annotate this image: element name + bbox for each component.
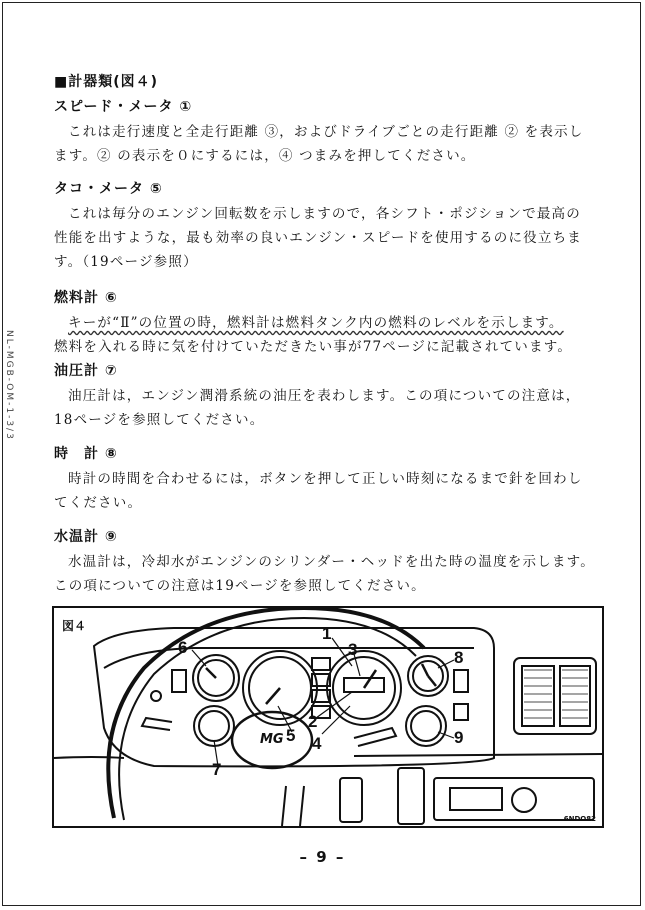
side-margin-mark: NL-MGB-OM-1-3/3 xyxy=(4,330,14,441)
callout-6: 6 xyxy=(178,638,188,657)
clock-line-2: てください。 xyxy=(54,495,143,511)
callout-1: 1 xyxy=(322,624,332,643)
speedometer-line-2: ます。② の表示を０にするには，④ つまみを押してください。 xyxy=(54,148,476,164)
speedometer-line-1: これは走行速度と全走行距離 ③，およびドライブごとの走行距離 ② を表示し xyxy=(68,124,584,140)
clock-line-1: 時計の時間を合わせるには，ボタンを押して正しい時刻になるまで針を回わし xyxy=(68,471,583,487)
heading-oil-pressure: 油圧計 ⑦ xyxy=(54,363,118,379)
section-title: ■計器類(図４) xyxy=(54,74,159,90)
oil-pressure-line-1: 油圧計は，エンジン潤滑系統の油圧を表わします。この項についての注意は， xyxy=(68,388,581,404)
steering-hub-badge: MG xyxy=(260,732,284,747)
callout-4: 4 xyxy=(312,734,322,753)
heading-tachometer: タコ・メータ ⑤ xyxy=(54,181,163,197)
figure-label: 図４ xyxy=(62,619,87,633)
water-temp-line-2: この項についての注意は19ページを参照してください。 xyxy=(54,578,426,594)
fuel-gauge-line-1-text: キーが“Ⅱ”の位置の時，燃料計は燃料タンク内の燃料のレベルを示します。 xyxy=(68,315,564,331)
callout-7: 7 xyxy=(212,760,222,779)
callout-8: 8 xyxy=(454,648,464,667)
tachometer-line-2: 性能を出すような，最も効率の良いエンジン・スピードを使用するのに役立ちま xyxy=(54,230,582,246)
figure-code: 6NDO82 xyxy=(563,815,596,823)
fuel-gauge-line-2: 燃料を入れる時に気を付けていただきたい事が77ページに記載されています。 xyxy=(54,339,573,355)
page-number: – 9 – xyxy=(299,848,346,866)
figure-dashboard xyxy=(52,606,604,828)
heading-speedometer: スピード・メータ ① xyxy=(54,99,193,115)
tachometer-line-1: これは毎分のエンジン回転数を示しますので，各シフト・ポジションで最高の xyxy=(68,206,581,222)
oil-pressure-line-2: 18ページを参照してください。 xyxy=(54,412,265,428)
heading-fuel-gauge: 燃料計 ⑥ xyxy=(54,290,118,306)
heading-water-temp: 水温計 ⑨ xyxy=(54,529,118,545)
callout-5: 5 xyxy=(286,726,296,745)
water-temp-line-1: 水温計は，冷却水がエンジンのシリンダー・ヘッドを出た時の温度を示します。 xyxy=(68,554,595,570)
tachometer-line-3: す。（19ページ参照） xyxy=(54,254,198,270)
callout-3: 3 xyxy=(348,640,358,659)
callout-2: 2 xyxy=(308,712,318,731)
callout-9: 9 xyxy=(454,728,464,747)
fuel-gauge-line-1 xyxy=(68,311,564,331)
heading-clock: 時 計 ⑧ xyxy=(54,446,118,462)
